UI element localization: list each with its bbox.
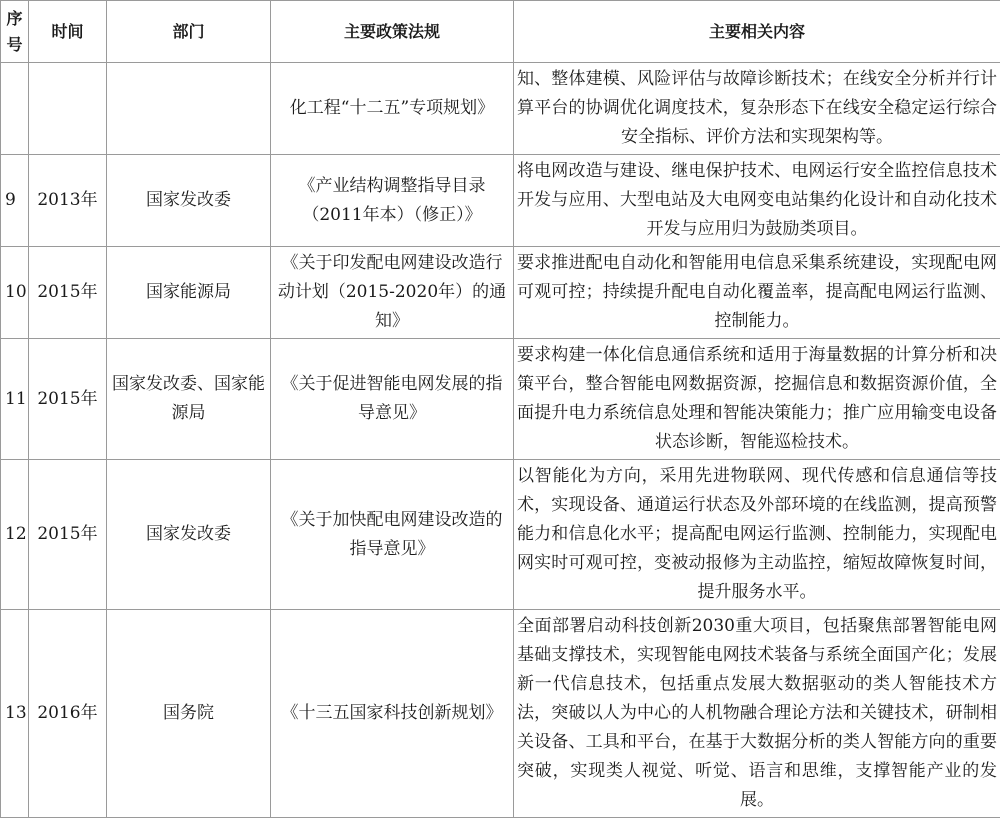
cell-policy: 《十三五国家科技创新规划》 — [271, 610, 514, 818]
cell-policy: 《关于印发配电网建设改造行动计划（2015-2020年）的通知》 — [271, 247, 514, 339]
cell-index: 11 — [1, 339, 29, 460]
cell-time: 2015年 — [29, 339, 107, 460]
cell-department: 国家发改委 — [107, 460, 271, 610]
cell-time: 2013年 — [29, 155, 107, 247]
cell-policy: 《关于促进智能电网发展的指导意见》 — [271, 339, 514, 460]
cell-department: 国家能源局 — [107, 247, 271, 339]
cell-time: 2016年 — [29, 610, 107, 818]
cell-content: 以智能化为方向，采用先进物联网、现代传感和信息通信等技术，实现设备、通道运行状态及外部环境的在线监测，提高预警能力和信息化水平；提高配电网运行监测、控制能力，实现配电网实时可观可控，变被动报修为主动监控，缩短故障恢复时间，提升服务水平。 — [514, 460, 1000, 610]
cell-content: 知、整体建模、风险评估与故障诊断技术；在线安全分析并行计算平台的协调优化调度技术，复杂形态下在线安全稳定运行综合安全指标、评价方法和实现架构等。 — [514, 63, 1000, 155]
cell-time: 2015年 — [29, 247, 107, 339]
cell-department: 国家发改委、国家能源局 — [107, 339, 271, 460]
table-row — [1, 610, 1000, 818]
table-row — [1, 460, 1000, 610]
cell-index — [1, 63, 29, 155]
header-content: 主要相关内容 — [514, 1, 1000, 63]
cell-content: 要求推进配电自动化和智能用电信息采集系统建设，实现配电网可观可控；持续提升配电自动化覆盖率，提高配电网运行监测、控制能力。 — [514, 247, 1000, 339]
cell-index: 12 — [1, 460, 29, 610]
cell-policy: 《产业结构调整指导目录（2011年本）（修正）》 — [271, 155, 514, 247]
table-row — [1, 155, 1000, 247]
header-index: 序号 — [1, 1, 29, 63]
cell-policy: 《关于加快配电网建设改造的指导意见》 — [271, 460, 514, 610]
cell-department: 国务院 — [107, 610, 271, 818]
cell-index: 9 — [1, 155, 29, 247]
table-row — [1, 63, 1000, 155]
table-row — [1, 339, 1000, 460]
cell-content: 全面部署启动科技创新2030重大项目，包括聚焦部署智能电网基础支撑技术，实现智能电网技术装备与系统全面国产化；发展新一代信息技术，包括重点发展大数据驱动的类人智能技术方法，突破以人为中心的人机物融合理论方法和关键技术，研制相关设备、工具和平台，在基于大数据分析的类人智能方向的重要突破，实现类人视觉、听觉、语言和思维，支撑智能产业的发展。 — [514, 610, 1000, 818]
header-department: 部门 — [107, 1, 271, 63]
cell-content: 将电网改造与建设、继电保护技术、电网运行安全监控信息技术开发与应用、大型电站及大电网变电站集约化设计和自动化技术开发与应用归为鼓励类项目。 — [514, 155, 1000, 247]
cell-index: 13 — [1, 610, 29, 818]
cell-department: 国家发改委 — [107, 155, 271, 247]
cell-time: 2015年 — [29, 460, 107, 610]
cell-policy: 化工程“十二五”专项规划》 — [271, 63, 514, 155]
header-row — [1, 1, 1000, 63]
cell-department — [107, 63, 271, 155]
cell-content: 要求构建一体化信息通信系统和适用于海量数据的计算分析和决策平台，整合智能电网数据资源，挖掘信息和数据资源价值，全面提升电力系统信息处理和智能决策能力；推广应用输变电设备状态诊断，智能巡检技术。 — [514, 339, 1000, 460]
header-time: 时间 — [29, 1, 107, 63]
cell-index: 10 — [1, 247, 29, 339]
table-row — [1, 247, 1000, 339]
cell-time — [29, 63, 107, 155]
header-policy: 主要政策法规 — [271, 1, 514, 63]
